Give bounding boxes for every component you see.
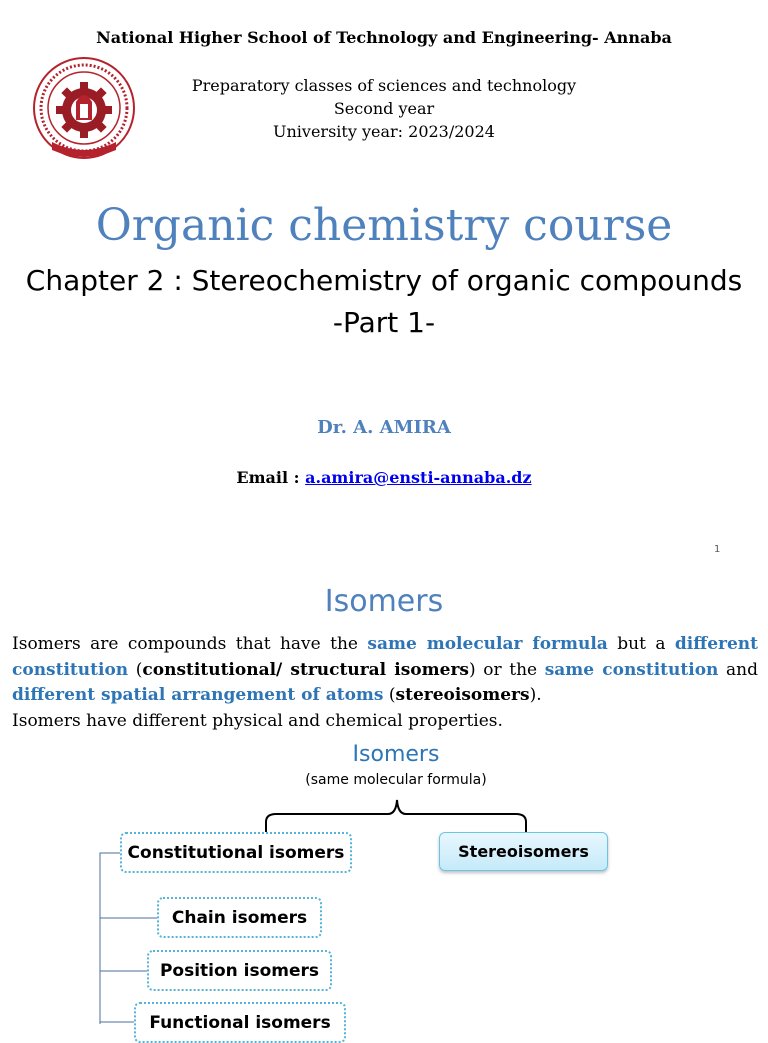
university-year-line: University year: 2023/2024 — [273, 122, 495, 141]
email-link[interactable]: a.amira@ensti-annaba.dz — [305, 468, 532, 487]
highlight-different-constitution: different constitution — [12, 634, 758, 680]
functional-isomers-box: Functional isomers — [134, 1002, 346, 1043]
email-line — [0, 468, 768, 487]
author-name: Dr. A. AMIRA — [317, 417, 451, 438]
text-run: but a — [607, 634, 675, 654]
year-line: Second year — [333, 99, 435, 118]
highlight-same-constitution: same constitution — [544, 659, 719, 680]
text-run: ( — [383, 685, 396, 705]
position-isomers-box: Position isomers — [147, 950, 332, 991]
email-label: Email : — [236, 468, 306, 487]
chain-isomers-box: Chain isomers — [157, 897, 322, 938]
text-run: ) or the — [468, 659, 545, 680]
isomers-diagram — [0, 736, 768, 1033]
program-info — [0, 74, 768, 143]
bold-stereoisomers: stereoisomers — [395, 685, 530, 705]
chapter-title: Chapter 2 : Stereochemistry of organic compounds — [25, 264, 743, 297]
constitutional-isomers-box: Constitutional isomers — [120, 832, 352, 873]
text-run: and — [718, 659, 759, 680]
program-line: Preparatory classes of sciences and technology — [191, 76, 577, 95]
school-name: National Higher School of Technology and Engineering- Annaba — [96, 28, 672, 47]
highlight-spatial-arrangement: different spatial arrangement of atoms — [12, 685, 384, 705]
properties-line: Isomers have different physical and chemical properties. — [12, 710, 503, 731]
definition-paragraph — [12, 632, 758, 709]
isomers-heading: Isomers — [324, 584, 444, 619]
diagram-subtitle: (same molecular formula) — [305, 772, 487, 788]
page-number: 1 — [714, 544, 721, 555]
diagram-title: Isomers — [352, 742, 440, 767]
text-run: Isomers are compounds that have the — [12, 634, 368, 654]
bold-constitutional-isomers: constitutional/ structural isomers — [142, 659, 469, 680]
course-title: Organic chemistry course — [95, 200, 673, 251]
part-title: -Part 1- — [332, 306, 436, 339]
stereoisomers-box: Stereoisomers — [439, 832, 608, 871]
text-run: ). — [529, 685, 542, 705]
text-run: ( — [128, 659, 143, 680]
isomers-definition — [12, 632, 758, 734]
highlight-same-molecular-formula: same molecular formula — [367, 634, 608, 654]
